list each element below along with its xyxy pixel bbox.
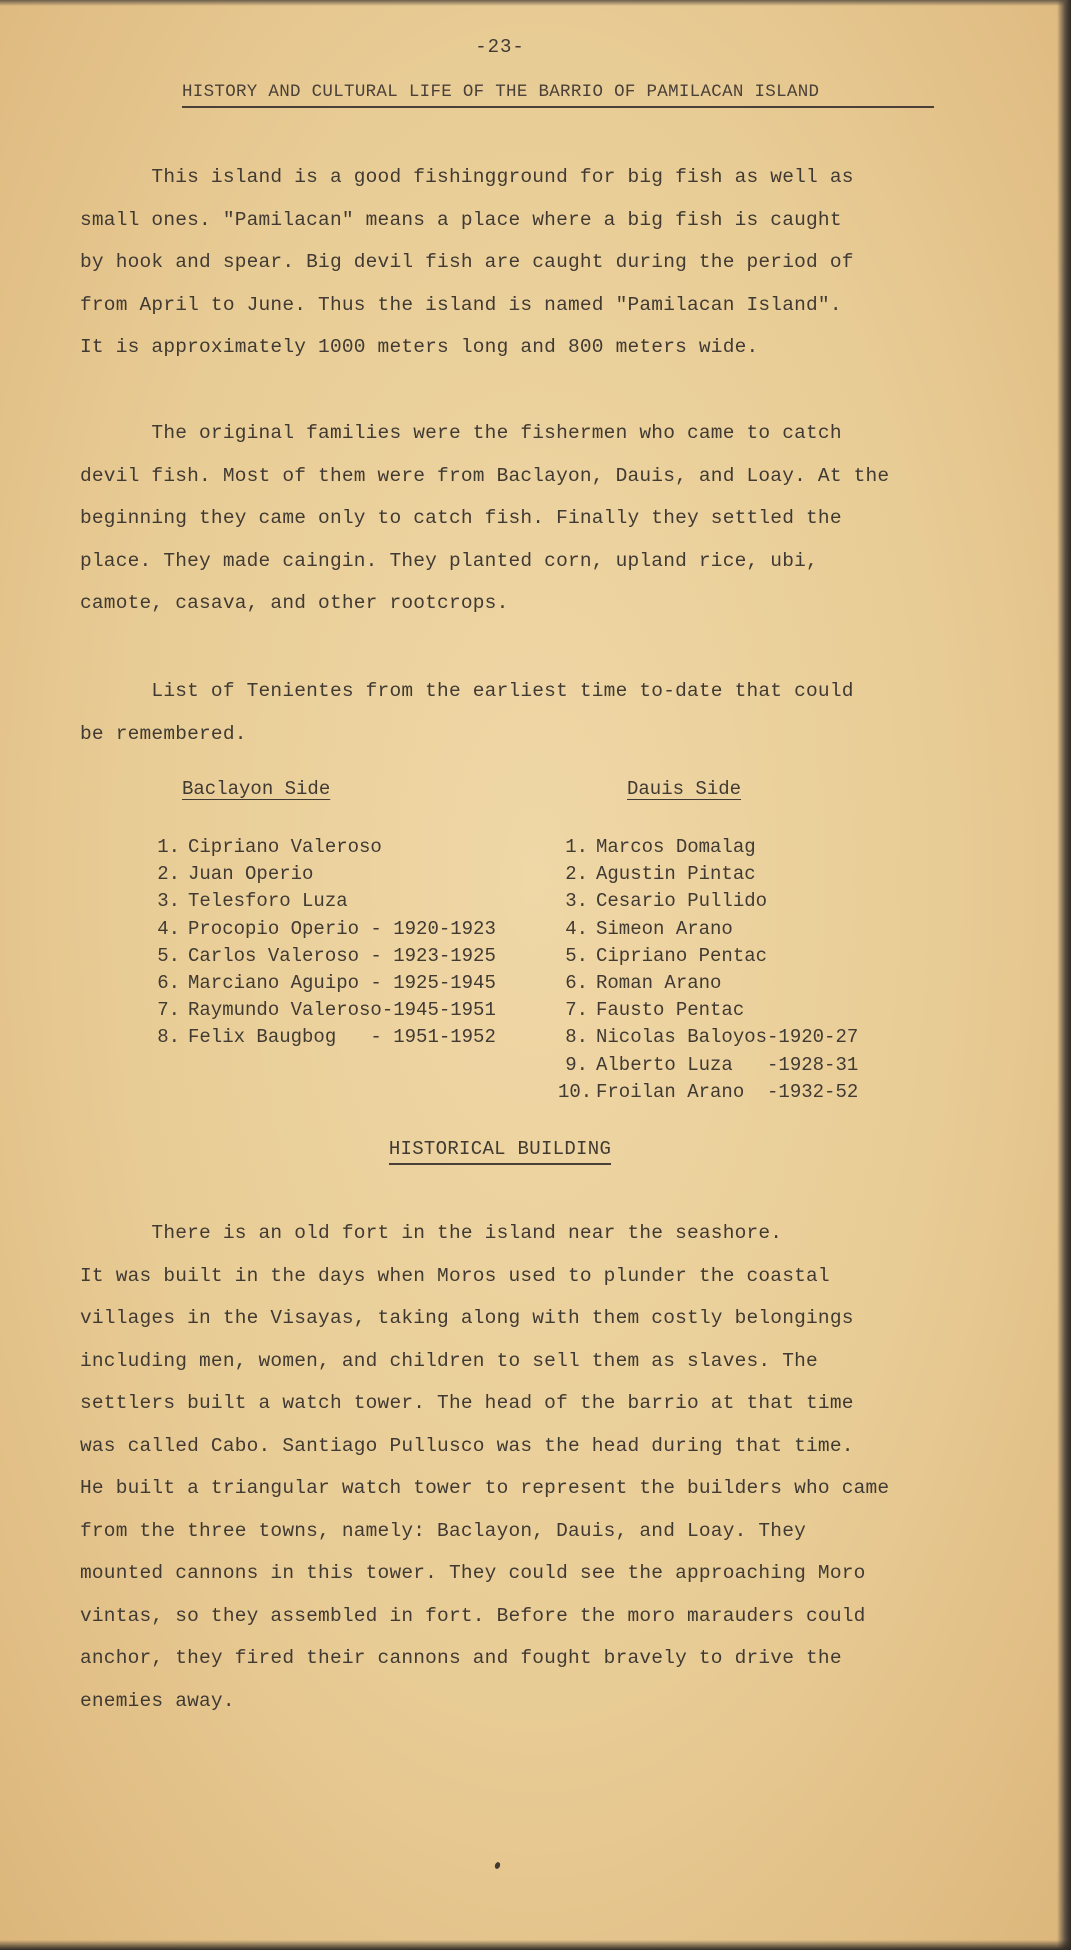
list-item-text: Alberto Luza -1928-31 — [596, 1053, 859, 1076]
list-item-text: Froilan Arano -1932-52 — [596, 1080, 859, 1103]
dauis-tenientes-list — [558, 834, 858, 1106]
list-item — [150, 943, 496, 970]
list-item-number: 1. — [565, 836, 588, 858]
baclayon-side-heading: Baclayon Side — [182, 778, 331, 800]
list-item-text: Carlos Valeroso - 1923-1925 — [188, 944, 496, 967]
list-item — [558, 888, 858, 915]
list-item — [150, 916, 496, 943]
page-number: -23- — [475, 36, 525, 58]
list-item-number: 1. — [157, 836, 180, 858]
paragraph-historical-building: There is an old fort in the island near the seashore. It was built in the days when Moros used to plunder the coastal villages in the Visayas, taking along with them costly belongings including men, women, and children to sell them as slaves. The settlers built a watch tower. The head of the barrio at that time was called Cabo. Santiago Pullusco was the head during that time. He built a triangular watch tower to represent the builders who came from the three towns, namely: Baclayon, Dauis, and Loay. They mounted cannons in this tower. They could see the approaching Moro vintas, so they assembled in fort. Before the moro marauders could anchor, they fired their cannons and fought bravely to drive the enemies away. — [80, 1222, 890, 1712]
list-item-number: 3. — [565, 890, 588, 913]
list-item-text: Marcos Domalag — [596, 836, 756, 858]
list-item-number: 8. — [565, 1026, 588, 1049]
list-item-text: Roman Arano — [596, 972, 722, 995]
list-item-text: Marciano Aguipo - 1925-1945 — [188, 972, 496, 995]
list-item-text: Cesario Pullido — [596, 890, 768, 913]
list-item-number: 6. — [157, 972, 180, 995]
list-item-number: 9. — [565, 1053, 588, 1076]
list-item — [558, 943, 858, 970]
list-item-number: 4. — [565, 917, 588, 940]
list-item-number: 2. — [565, 863, 588, 886]
list-item-number: 3. — [157, 890, 180, 913]
list-item-number: 7. — [157, 999, 180, 1022]
list-item — [150, 888, 496, 915]
list-item-number: 6. — [565, 972, 588, 995]
baclayon-tenientes-list — [150, 834, 496, 1052]
scan-edge-right — [1057, 0, 1071, 1950]
paragraph-families: The original families were the fishermen who came to catch devil fish. Most of them were from Baclayon, Dauis, and Loay. At the beginning they came only to catch fish. Finally they settled the place. They made caingin. They planted corn, upland rice, ubi, camote, casava, and other rootcrops. — [80, 422, 890, 614]
list-item-text: Procopio Operio - 1920-1923 — [188, 917, 496, 940]
list-item — [558, 997, 858, 1024]
paragraph-tenientes-intro: List of Tenientes from the earliest time to-date that could be remembered. — [80, 680, 854, 745]
section-title — [0, 1138, 1000, 1160]
section-title-text: HISTORICAL BUILDING — [389, 1138, 611, 1165]
list-item-text: Juan Operio — [188, 863, 314, 886]
list-item — [150, 970, 496, 997]
list-item — [558, 861, 858, 888]
list-item-text: Raymundo Valeroso-1945-1951 — [188, 999, 496, 1022]
list-item-number: 5. — [565, 944, 588, 967]
document-title: HISTORY AND CULTURAL LIFE OF THE BARRIO OF PAMILACAN ISLAND — [182, 82, 934, 108]
list-item-text: Telesforo Luza — [188, 890, 348, 913]
list-item — [150, 861, 496, 888]
list-item-text: Simeon Arano — [596, 917, 733, 940]
list-item-text: Agustin Pintac — [596, 863, 756, 886]
list-item-number: 5. — [157, 944, 180, 967]
list-item — [558, 1079, 858, 1106]
list-item — [558, 834, 858, 861]
list-item-number: 2. — [157, 863, 180, 886]
list-item-number: 4. — [157, 917, 180, 940]
list-item-text: Nicolas Baloyos-1920-27 — [596, 1026, 859, 1049]
scan-edge-bottom — [0, 1940, 1071, 1950]
list-item — [150, 997, 496, 1024]
scan-edge-top — [0, 0, 1071, 6]
dauis-side-heading: Dauis Side — [627, 778, 742, 800]
list-item — [150, 1024, 496, 1051]
paragraph-origin: This island is a good fishingground for big fish as well as small ones. "Pamilacan" means a place where a big fish is caught by hook and spear. Big devil fish are caught during the period of from April to June. Thus the island is named "Pamilacan Island". It is approximately 1000 meters long and 800 meters wide. — [80, 166, 854, 358]
list-item — [558, 1052, 858, 1079]
list-item — [558, 916, 858, 943]
list-item — [558, 970, 858, 997]
list-item-text: Cipriano Valeroso — [188, 836, 382, 858]
list-item — [558, 1024, 858, 1051]
list-item-text: Cipriano Pentac — [596, 944, 768, 967]
list-item — [150, 834, 496, 861]
list-item-number: 8. — [157, 1026, 180, 1049]
list-item-text: Fausto Pentac — [596, 999, 745, 1022]
ink-mark — [494, 1861, 501, 1869]
list-item-number: 7. — [565, 999, 588, 1022]
list-item-text: Felix Baugbog - 1951-1952 — [188, 1026, 496, 1049]
list-item-number: 10. — [558, 1080, 593, 1103]
